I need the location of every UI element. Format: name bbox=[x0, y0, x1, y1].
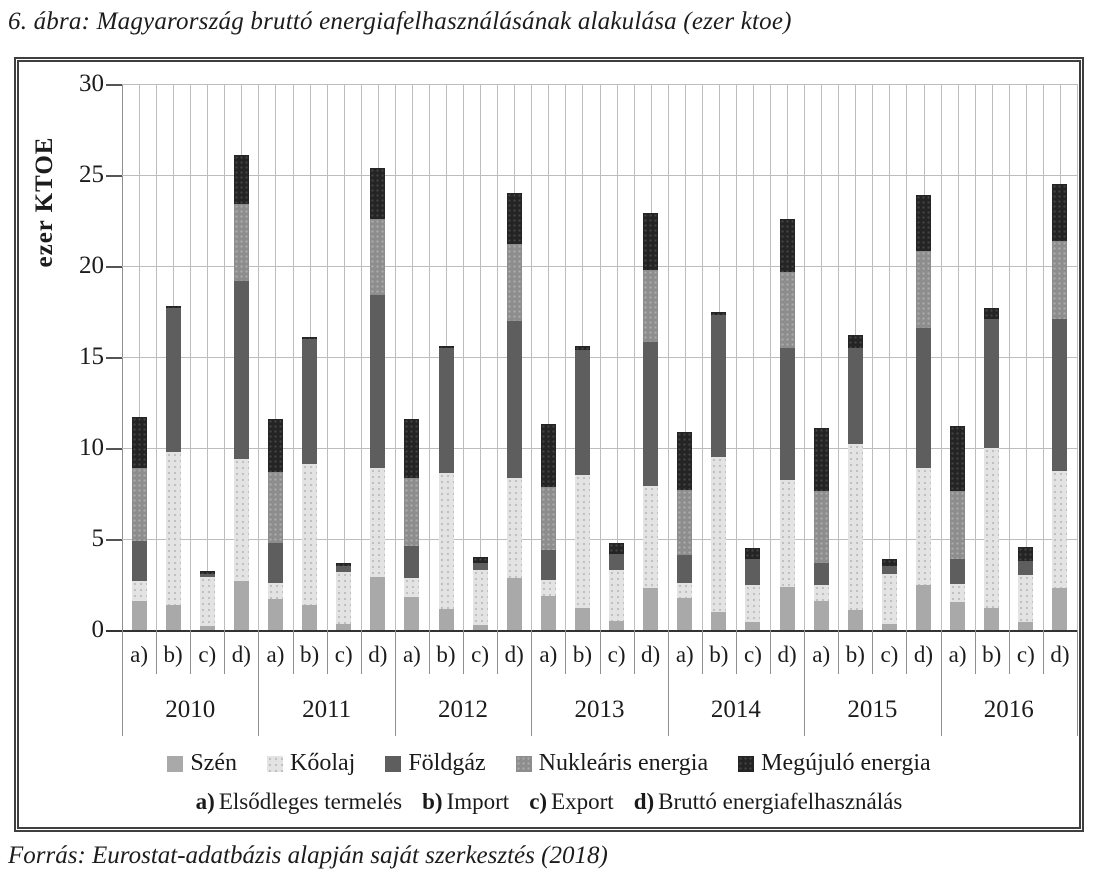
segment-nuklearis bbox=[814, 491, 829, 563]
segment-koolaj bbox=[200, 577, 215, 626]
segment-foldgaz bbox=[507, 321, 522, 478]
y-tick-mark bbox=[106, 539, 122, 541]
segment-koolaj bbox=[370, 468, 385, 577]
segment-megujulo bbox=[780, 219, 795, 273]
vertical-gridline bbox=[1077, 84, 1078, 630]
bar-2014-b bbox=[711, 312, 726, 631]
chart-frame bbox=[14, 57, 1084, 832]
x-category-label: d) bbox=[641, 642, 661, 667]
bar-2016-d bbox=[1052, 184, 1067, 630]
segment-szen bbox=[1052, 588, 1067, 630]
segment-megujulo bbox=[1018, 547, 1033, 561]
segment-koolaj bbox=[745, 585, 760, 621]
segment-foldgaz bbox=[950, 559, 965, 584]
segment-megujulo bbox=[132, 417, 147, 468]
segment-megujulo bbox=[609, 543, 624, 554]
bar-2010-a bbox=[132, 417, 147, 630]
segment-koolaj bbox=[677, 583, 692, 598]
figure-title: 6. ábra: Magyarország bruttó energiafelhasználásának alakulása (ezer ktoe) bbox=[8, 8, 792, 35]
segment-foldgaz bbox=[609, 554, 624, 570]
x-category-label: c) bbox=[471, 642, 490, 667]
x-category-label: c) bbox=[334, 642, 353, 667]
segment-koolaj bbox=[166, 452, 181, 605]
segment-koolaj bbox=[1052, 471, 1067, 588]
x-category-label: b) bbox=[436, 642, 456, 667]
x-category-label: a) bbox=[266, 642, 285, 667]
segment-szen bbox=[950, 602, 965, 630]
segment-szen bbox=[575, 608, 590, 630]
segment-foldgaz bbox=[234, 281, 249, 459]
bar-2011-b bbox=[302, 337, 317, 630]
segment-megujulo bbox=[950, 426, 965, 491]
bar-2011-a bbox=[268, 419, 283, 630]
x-category-label: b) bbox=[982, 642, 1002, 667]
legend-swatch-szen bbox=[167, 756, 183, 772]
bar-2010-d bbox=[234, 155, 249, 630]
segment-nuklearis bbox=[234, 204, 249, 280]
segment-szen bbox=[814, 601, 829, 630]
legend-label-szen: Szén bbox=[190, 750, 237, 776]
segment-koolaj bbox=[916, 468, 931, 585]
segment-koolaj bbox=[404, 578, 419, 597]
bar-2014-a bbox=[677, 432, 692, 630]
segment-foldgaz bbox=[711, 315, 726, 457]
segment-szen bbox=[166, 605, 181, 630]
x-category-label: d) bbox=[777, 642, 797, 667]
x-category-label: b) bbox=[709, 642, 729, 667]
segment-megujulo bbox=[268, 419, 283, 472]
segment-koolaj bbox=[1018, 575, 1033, 621]
x-category-label: d) bbox=[1050, 642, 1070, 667]
bar-2015-a bbox=[814, 428, 829, 630]
y-tick-label: 15 bbox=[79, 343, 104, 370]
segment-megujulo bbox=[984, 308, 999, 319]
x-category-label: b) bbox=[299, 642, 320, 667]
segment-foldgaz bbox=[302, 339, 317, 465]
bar-2010-b bbox=[166, 306, 181, 630]
bar-2013-b bbox=[575, 346, 590, 630]
x-axis-line bbox=[106, 630, 1077, 632]
x-year-label: 2015 bbox=[847, 696, 898, 723]
segment-megujulo bbox=[916, 195, 931, 251]
segment-foldgaz bbox=[439, 348, 454, 474]
segment-megujulo bbox=[1052, 184, 1067, 240]
horizontal-gridline bbox=[122, 266, 1077, 267]
x-category-label: b) bbox=[163, 642, 183, 667]
y-tick-mark bbox=[106, 266, 122, 268]
x-year-label: 2012 bbox=[438, 696, 489, 723]
segment-megujulo bbox=[745, 548, 760, 559]
segment-nuklearis bbox=[404, 478, 419, 546]
legend-swatch-koolaj bbox=[267, 756, 283, 772]
segment-szen bbox=[507, 578, 522, 630]
y-tick-mark bbox=[106, 84, 122, 86]
segment-szen bbox=[439, 609, 454, 630]
segment-szen bbox=[1018, 622, 1033, 630]
segment-megujulo bbox=[541, 424, 556, 487]
horizontal-gridline bbox=[122, 539, 1077, 540]
segment-foldgaz bbox=[268, 543, 283, 583]
legend-series-row bbox=[19, 750, 1079, 777]
legend-definition-prefix: a) bbox=[195, 789, 215, 814]
segment-foldgaz bbox=[166, 308, 181, 452]
segment-szen bbox=[984, 608, 999, 630]
segment-koolaj bbox=[848, 444, 863, 610]
segment-szen bbox=[473, 625, 488, 630]
bar-2012-c bbox=[473, 557, 488, 630]
segment-nuklearis bbox=[916, 251, 931, 327]
segment-koolaj bbox=[234, 459, 249, 581]
x-category-label: a) bbox=[675, 642, 694, 667]
segment-nuklearis bbox=[541, 487, 556, 550]
horizontal-gridline bbox=[122, 448, 1077, 449]
x-year-label: 2010 bbox=[165, 696, 216, 723]
segment-megujulo bbox=[814, 428, 829, 491]
legend-label-nuklearis: Nukleáris energia bbox=[538, 750, 709, 776]
segment-koolaj bbox=[711, 457, 726, 612]
x-category-label: c) bbox=[880, 642, 899, 667]
y-tick-label: 10 bbox=[79, 434, 104, 461]
segment-foldgaz bbox=[370, 295, 385, 468]
segment-nuklearis bbox=[643, 270, 658, 343]
bar-2016-b bbox=[984, 308, 999, 630]
bar-2013-a bbox=[541, 424, 556, 630]
segment-foldgaz bbox=[984, 319, 999, 448]
segment-szen bbox=[336, 624, 351, 630]
horizontal-gridline bbox=[122, 175, 1077, 176]
legend-swatch-nuklearis bbox=[516, 756, 532, 772]
x-category-label: c) bbox=[607, 642, 626, 667]
segment-nuklearis bbox=[370, 219, 385, 295]
segment-szen bbox=[370, 577, 385, 630]
x-year-label: 2016 bbox=[983, 696, 1034, 723]
bar-2010-c bbox=[200, 571, 215, 630]
segment-nuklearis bbox=[507, 244, 522, 320]
segment-foldgaz bbox=[541, 550, 556, 580]
x-year-label: 2013 bbox=[574, 696, 625, 723]
segment-koolaj bbox=[541, 580, 556, 596]
x-category-label: c) bbox=[744, 642, 762, 667]
horizontal-gridline bbox=[122, 357, 1077, 358]
x-category-label: a) bbox=[539, 642, 558, 667]
bar-2012-a bbox=[404, 419, 419, 630]
segment-megujulo bbox=[404, 419, 419, 478]
segment-szen bbox=[200, 626, 215, 630]
x-category-label: c) bbox=[1016, 642, 1035, 667]
segment-megujulo bbox=[234, 155, 249, 204]
segment-szen bbox=[677, 598, 692, 630]
segment-koolaj bbox=[814, 585, 829, 600]
segment-megujulo bbox=[882, 559, 897, 566]
segment-foldgaz bbox=[575, 350, 590, 476]
segment-megujulo bbox=[370, 168, 385, 219]
segment-szen bbox=[234, 581, 249, 630]
segment-szen bbox=[541, 596, 556, 630]
segment-foldgaz bbox=[1052, 319, 1067, 471]
segment-koolaj bbox=[439, 473, 454, 609]
x-year-label: 2011 bbox=[302, 696, 352, 723]
x-category-label: d) bbox=[231, 642, 251, 667]
horizontal-gridline bbox=[122, 84, 1077, 85]
legend-label-foldgaz: Földgáz bbox=[408, 750, 486, 776]
legend-definitions-row bbox=[19, 789, 1079, 815]
y-tick-label: 20 bbox=[79, 252, 104, 279]
x-category-label: a) bbox=[130, 642, 148, 667]
segment-koolaj bbox=[132, 581, 147, 601]
bar-2011-d bbox=[370, 168, 385, 630]
segment-nuklearis bbox=[950, 491, 965, 559]
y-tick-label: 5 bbox=[91, 525, 104, 552]
legend-item-nuklearis bbox=[516, 750, 709, 777]
legend-item-koolaj bbox=[267, 750, 355, 777]
year-separator bbox=[1077, 630, 1078, 736]
segment-szen bbox=[848, 610, 863, 630]
legend-definition-prefix: b) bbox=[422, 789, 443, 814]
segment-koolaj bbox=[950, 584, 965, 602]
legend-label-megujulo: Megújuló energia bbox=[761, 750, 931, 776]
x-category-label: a) bbox=[402, 642, 421, 667]
segment-foldgaz bbox=[1018, 561, 1033, 576]
segment-szen bbox=[132, 601, 147, 630]
segment-foldgaz bbox=[848, 348, 863, 444]
legend-definition-prefix: d) bbox=[633, 789, 655, 814]
x-category-label: a) bbox=[812, 642, 831, 667]
x-category-label: b) bbox=[845, 642, 865, 667]
segment-szen bbox=[404, 597, 419, 630]
x-category-label: d) bbox=[368, 642, 388, 667]
legend-item-foldgaz bbox=[385, 750, 485, 777]
legend-definition-c: c) Export bbox=[529, 789, 614, 814]
segment-foldgaz bbox=[132, 541, 147, 581]
segment-megujulo bbox=[507, 193, 522, 244]
legend-item-szen bbox=[167, 750, 237, 777]
legend-item-megujulo bbox=[738, 750, 931, 777]
legend-label-koolaj: Kőolaj bbox=[289, 750, 356, 776]
x-category-label: d) bbox=[913, 642, 934, 667]
segment-koolaj bbox=[984, 448, 999, 608]
segment-nuklearis bbox=[780, 272, 795, 348]
legend-swatch-megujulo bbox=[738, 756, 754, 772]
segment-koolaj bbox=[609, 570, 624, 621]
segment-megujulo bbox=[677, 432, 692, 490]
segment-nuklearis bbox=[268, 472, 283, 543]
segment-foldgaz bbox=[404, 546, 419, 578]
segment-foldgaz bbox=[473, 563, 488, 570]
y-tick-mark bbox=[106, 357, 122, 359]
bar-2016-a bbox=[950, 426, 965, 630]
segment-koolaj bbox=[780, 480, 795, 587]
segment-szen bbox=[711, 612, 726, 630]
segment-foldgaz bbox=[916, 328, 931, 468]
bar-2015-b bbox=[848, 335, 863, 630]
segment-koolaj bbox=[473, 570, 488, 626]
segment-nuklearis bbox=[132, 468, 147, 541]
x-category-label: d) bbox=[504, 642, 524, 667]
segment-foldgaz bbox=[780, 348, 795, 480]
x-category-label: c) bbox=[198, 642, 217, 667]
bar-2014-c bbox=[745, 548, 760, 630]
bar-2016-c bbox=[1018, 547, 1033, 630]
bar-2015-d bbox=[916, 195, 931, 630]
segment-foldgaz bbox=[677, 555, 692, 582]
segment-koolaj bbox=[336, 572, 351, 624]
segment-szen bbox=[916, 585, 931, 630]
bar-2012-b bbox=[439, 346, 454, 630]
segment-koolaj bbox=[302, 464, 317, 604]
segment-szen bbox=[268, 599, 283, 630]
y-tick-mark bbox=[106, 175, 122, 177]
legend-swatch-foldgaz bbox=[385, 756, 401, 772]
segment-koolaj bbox=[268, 583, 283, 599]
bar-2013-d bbox=[643, 213, 658, 630]
segment-foldgaz bbox=[814, 563, 829, 586]
x-year-label: 2014 bbox=[710, 696, 761, 723]
legend-definition-d: d) Bruttó energiafelhasználás bbox=[633, 789, 903, 814]
segment-foldgaz bbox=[643, 342, 658, 486]
segment-megujulo bbox=[848, 335, 863, 348]
segment-szen bbox=[609, 621, 624, 630]
segment-megujulo bbox=[643, 213, 658, 269]
segment-szen bbox=[745, 622, 760, 630]
y-axis-title: ezer KTOE bbox=[31, 136, 58, 268]
segment-koolaj bbox=[882, 574, 897, 624]
legend-definition-b: b) Import bbox=[422, 789, 510, 814]
y-tick-label: 25 bbox=[79, 161, 104, 188]
segment-szen bbox=[882, 624, 897, 630]
y-tick-label: 30 bbox=[79, 70, 104, 97]
segment-szen bbox=[780, 587, 795, 630]
segment-nuklearis bbox=[1052, 241, 1067, 319]
segment-koolaj bbox=[507, 478, 522, 578]
segment-szen bbox=[643, 588, 658, 630]
bar-2012-d bbox=[507, 193, 522, 630]
segment-koolaj bbox=[643, 486, 658, 588]
bar-2013-c bbox=[609, 543, 624, 630]
segment-foldgaz bbox=[745, 559, 760, 585]
source-caption: Forrás: Eurostat-adatbázis alapján saját szerkesztés (2018) bbox=[8, 842, 608, 869]
legend-definition-prefix: c) bbox=[529, 789, 548, 814]
bar-2014-d bbox=[780, 219, 795, 630]
y-tick-label: 0 bbox=[91, 616, 104, 643]
segment-nuklearis bbox=[677, 490, 692, 556]
x-category-label: a) bbox=[948, 642, 967, 667]
segment-foldgaz bbox=[882, 566, 897, 573]
bar-2011-c bbox=[336, 563, 351, 630]
segment-szen bbox=[302, 605, 317, 630]
bar-2015-c bbox=[882, 559, 897, 630]
x-category-label: b) bbox=[572, 642, 593, 667]
legend-definition-a: a) Elsődleges termelés bbox=[195, 789, 403, 814]
segment-koolaj bbox=[575, 475, 590, 608]
y-tick-mark bbox=[106, 448, 122, 450]
